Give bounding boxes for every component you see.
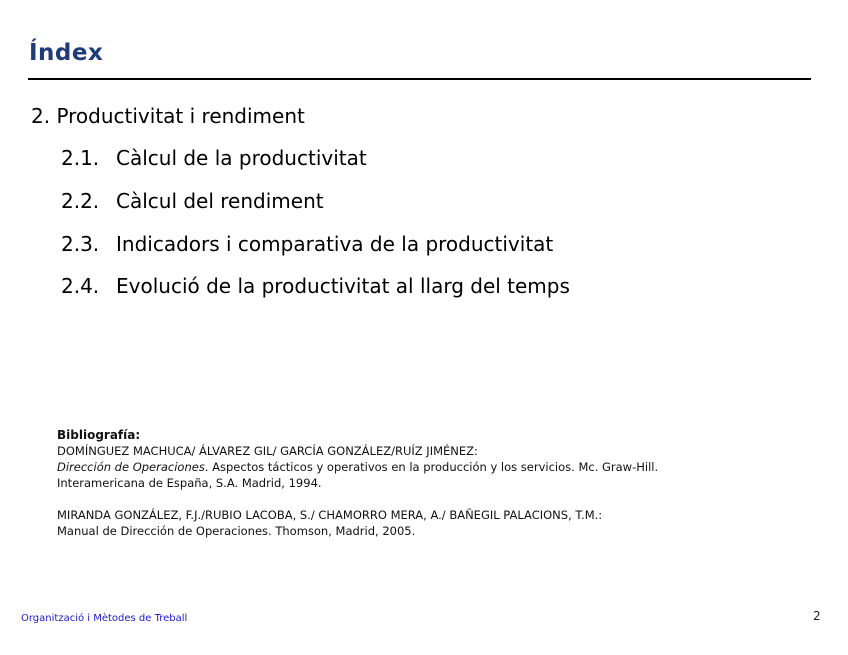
sub-item-number: 2.3.	[61, 232, 100, 256]
footer-course-name: Organització i Mètodes de Treball	[21, 613, 188, 624]
sub-item-label: Càlcul de la productivitat	[116, 146, 367, 170]
ref1-rest: . Aspectos tácticos y operativos en la producción y los servicios. Mc. Graw-Hill.	[204, 460, 659, 474]
sub-item-label: Càlcul del rendiment	[116, 189, 324, 213]
index-main-item: 2. Productivitat i rendiment	[31, 104, 305, 128]
page-number: 2	[813, 609, 821, 623]
ref1-line3: Interamericana de España, S.A. Madrid, 1994.	[57, 476, 322, 490]
sub-item-number: 2.4.	[61, 274, 100, 298]
ref2-line2: Manual de Dirección de Operaciones. Thomson, Madrid, 2005.	[57, 524, 416, 538]
sub-item-label: Indicadors i comparativa de la productivitat	[116, 232, 554, 256]
sub-item-number: 2.1.	[61, 146, 100, 170]
title-divider	[28, 78, 811, 80]
ref1-line	[57, 459, 658, 475]
bibliography-heading: Bibliografía:	[57, 428, 141, 442]
sub-item-number: 2.2.	[61, 189, 100, 213]
bibliography	[57, 427, 658, 539]
slide-title: Índex	[29, 40, 104, 66]
sub-item-label: Evolució de la productivitat al llarg del temps	[116, 274, 570, 298]
ref1-authors: DOMÍNGUEZ MACHUCA/ ÁLVAREZ GIL/ GARCÍA GONZÁLEZ/RUÍZ JIMÉNEZ:	[57, 444, 478, 458]
ref2-authors: MIRANDA GONZÁLEZ, F.J./RUBIO LACOBA, S./ CHAMORRO MERA, A./ BAÑEGIL PALACIONS, T.M.:	[57, 508, 603, 522]
index-sub-item	[61, 146, 367, 170]
index-sub-item	[61, 232, 553, 256]
ref1-title: Dirección de Operaciones	[57, 460, 205, 474]
index-sub-item	[61, 189, 324, 213]
index-sub-item	[61, 274, 570, 298]
